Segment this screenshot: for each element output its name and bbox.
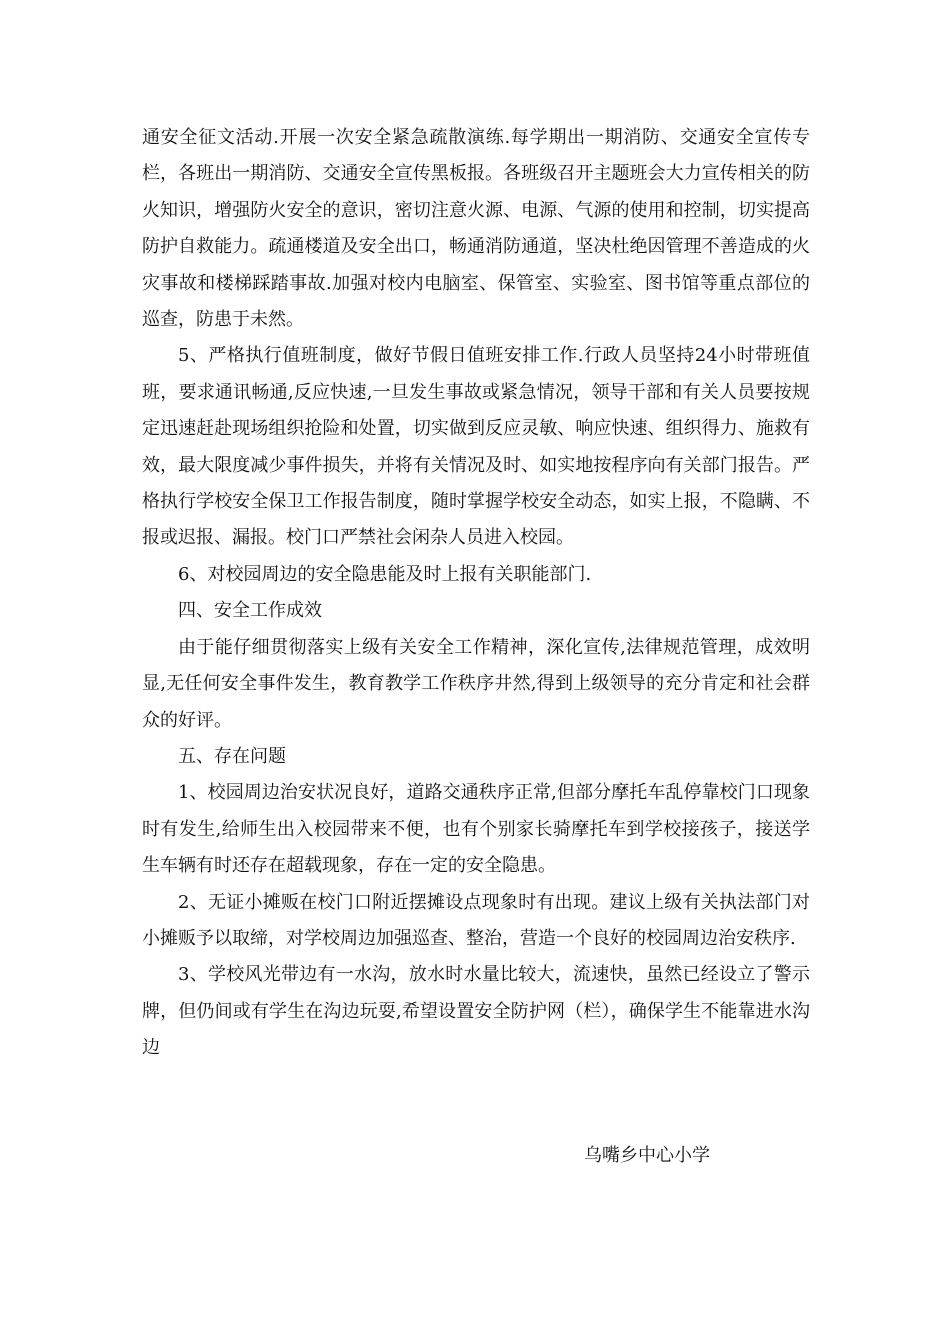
paragraph-results: 由于能仔细贯彻落实上级有关安全工作精神，深化宣传,法律规范管理，成效明显,无任何安全事件发生，教育教学工作秩序井然,得到上级领导的充分肯定和社会群众的好评。 [142, 636, 810, 731]
signature-school-name: 乌嘴乡中心小学 [584, 1145, 710, 1166]
paragraph-hazard-reporting: 6、对校园周边的安全隐患能及时上报有关职能部门. [178, 563, 592, 585]
paragraph-problem-3: 3、学校风光带边有一水沟，放水时水量比较大，流速快，虽然已经设立了警示牌，但仍间或有学生在沟边玩耍,希望设置安全防护网（栏），确保学生不能靠进水沟边 [142, 964, 810, 1059]
section-heading-results: 四、安全工作成效 [178, 600, 322, 622]
paragraph-fire-safety-continued: 通安全征文活动.开展一次安全紧急疏散演练.每学期出一期消防、交通安全宣传专栏，各班出一期消防、交通安全宣传黑板报。各班级召开主题班会大力宣传相关的防火知识，增强防火安全的意识，密切注意火源、电源、气源的使用和控制，切实提高防护自救能力。疏通楼道及安全出口，畅通消防通道，坚决杜绝因管理不善造成的火灾事故和楼梯踩踏事故.加强对校内电脑室、保管室、实验室、图书馆等重点部位的巡查，防患于未然。 [142, 127, 810, 331]
paragraph-problem-2: 2、无证小摊贩在校门口附近摆摊设点现象时有出现。建议上级有关执法部门对小摊贩予以取缔，对学校周边加强巡查、整治，营造一个良好的校园周边治安秩序. [142, 891, 810, 949]
document-body [142, 120, 810, 1067]
paragraph-duty-system: 5、严格执行值班制度，做好节假日值班安排工作.行政人员坚持24小时带班值班，要求通讯畅通,反应快速,一旦发生事故或紧急情况，领导干部和有关人员要按规定迅速赶赴现场组织抢险和处置，切实做到反应灵敏、响应快速、组织得力、施救有效，最大限度减少事件损失，并将有关情况及时、如实地按程序向有关部门报告。严格执行学校安全保卫工作报告制度，随时掌握学校安全动态，如实上报，不隐瞒、不报或迟报、漏报。校门口严禁社会闲杂人员进入校园。 [142, 345, 810, 549]
section-heading-problems: 五、存在问题 [178, 745, 286, 767]
paragraph-problem-1: 1、校园周边治安状况良好，道路交通秩序正常,但部分摩托车乱停靠校门口现象时有发生,给师生出入校园带来不便，也有个别家长骑摩托车到学校接孩子，接送学生车辆有时还存在超载现象，存在一定的安全隐患。 [142, 782, 810, 877]
